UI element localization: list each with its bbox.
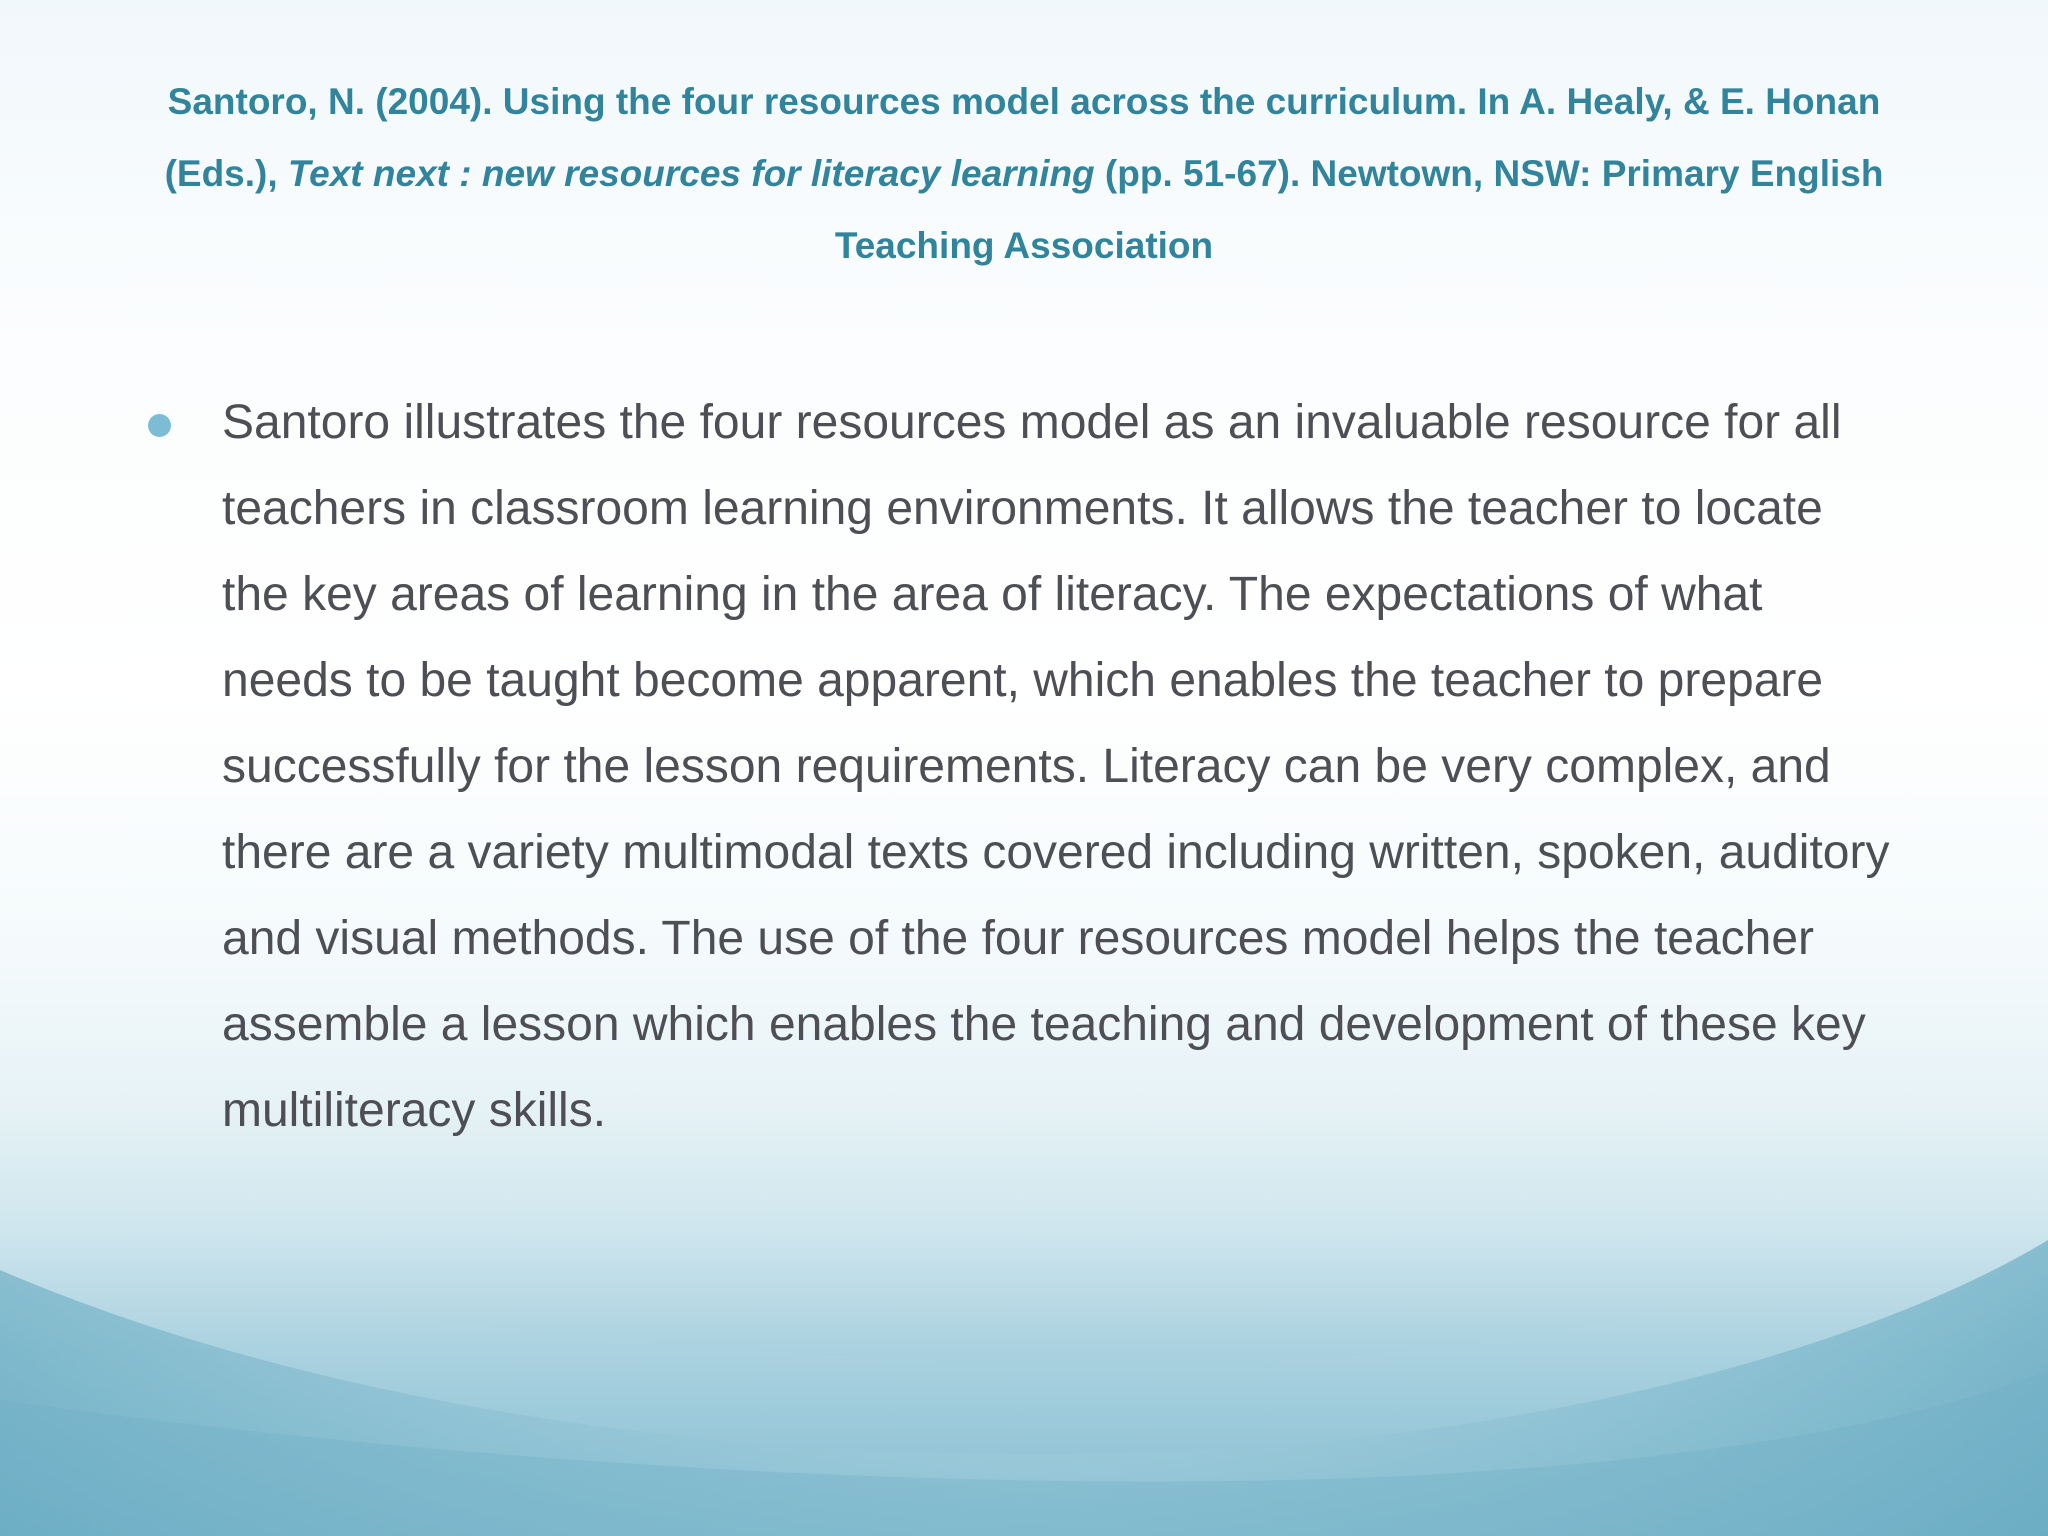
citation-book-title: Text next : new resources for literacy learning: [287, 153, 1095, 194]
citation-text-part1: Santoro, N. (2004). Using the four resources model across the curriculum. In A. Healy, & E. Honan (Eds.),: [164, 81, 1881, 194]
bullet-text: Santoro illustrates the four resources model as an invaluable resource for all teachers in classroom learning environments. It allows the teacher to locate the key areas of learning in the area of literacy. The expectations of what needs to be taught become apparent, which enables the teacher to prepare successfully for the lesson requirements. Literacy can be very complex, and there are a variety multimodal texts covered including written, spoken, auditory and visual methods. The use of the four resources model helps the teacher assemble a lesson which enables the teaching and development of these key multiliteracy skills.: [222, 396, 1890, 1137]
bullet-item: [0, 380, 2048, 1154]
bullet-list: [0, 380, 2048, 1154]
citation-text-part2: (pp. 51-67). Newtown, NSW: Primary English Teaching Association: [834, 153, 1884, 266]
bullet-dot-icon: [148, 414, 171, 437]
citation-reference: [150, 66, 1898, 282]
